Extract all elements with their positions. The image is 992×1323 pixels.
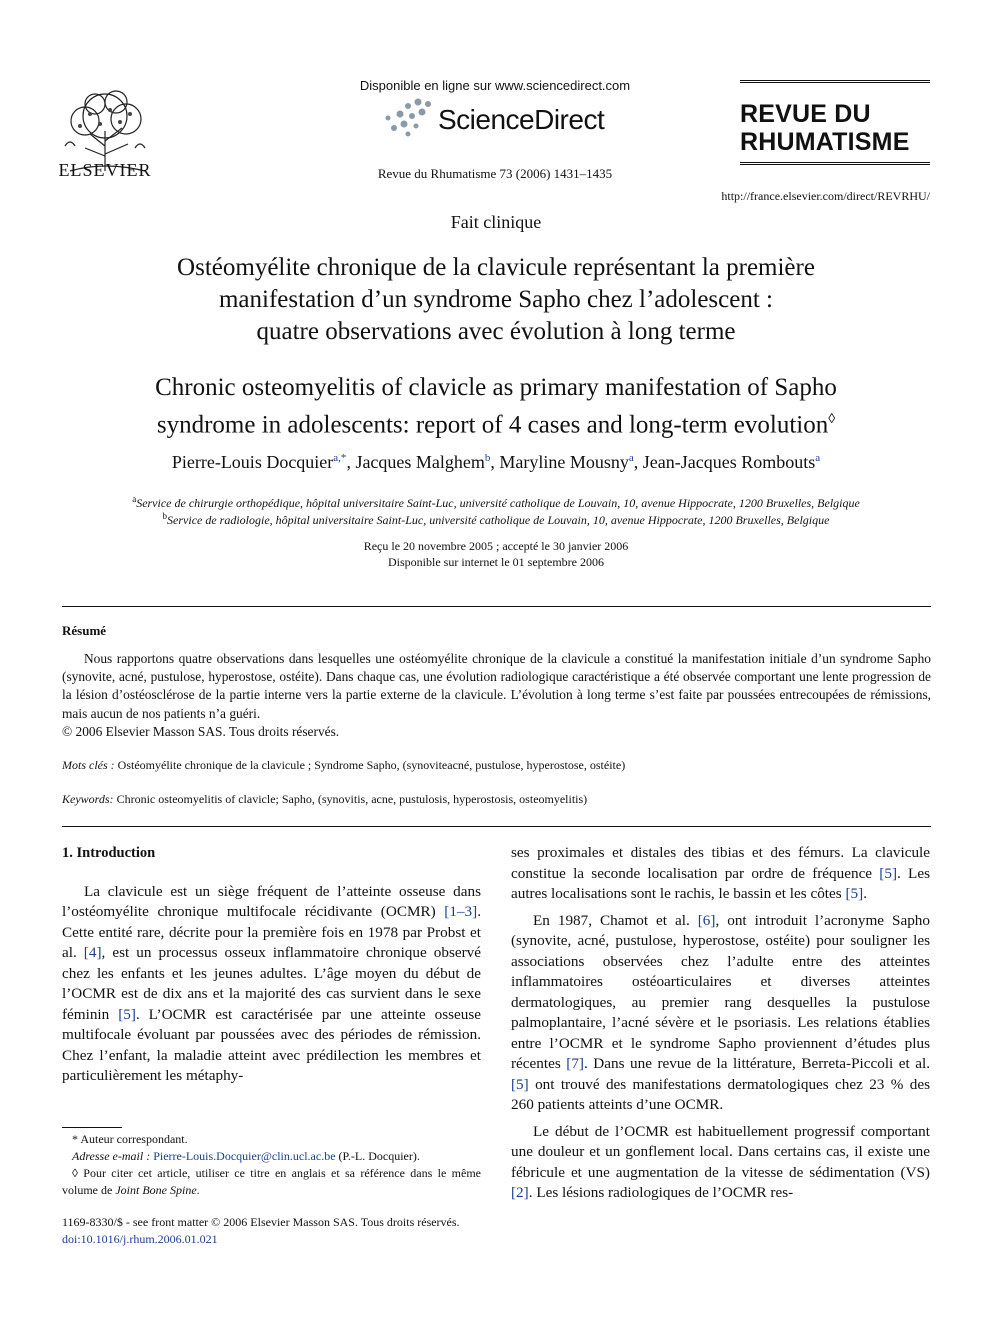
online-date: Disponible sur internet le 01 septembre 2006 [388,555,604,569]
abstract-copyright: © 2006 Elsevier Masson SAS. Tous droits réservés. [62,723,340,739]
cite-pre: ◊ Pour citer cet article, utiliser ce titre en anglais et sa référence dans le même volume de [62,1166,481,1197]
sciencedirect-dots-icon [378,96,438,140]
body-text: La clavicule est un siège fréquent de l’atteinte osseuse dans l’ostéomyélite chronique multifocale récidivante (OCMR) [62,882,481,920]
body-paragraph [511,911,930,1116]
body-text: ses proximales et distales des tibias et des fémurs. La clavicule constitue la seconde localisation par ordre de fréquence [511,844,930,882]
author-sep: , [346,452,356,472]
title-fr-line: quatre observations avec évolution à long terme [256,318,736,345]
body-text: Le début de l’OCMR est habituellement progressif comportant une douleur et un gonflement local. Dans certains cas, il existe une fébricule et une augmentation de la vitesse de sédimentation (VS) [511,1122,930,1181]
author-name: Jean-Jacques Rombouts [642,452,816,472]
journal-citation: Revue du Rhumatisme 73 (2006) 1431–1435 [377,166,613,181]
citation-link[interactable]: [5] [511,1075,529,1093]
body-text: . Les lésions radiologiques de l’OCMR res- [528,1184,794,1201]
body-text: ont trouvé des manifestations dermatologiques chez 23 % des 260 patients atteints d’une OCMR. [511,1075,930,1113]
body-column-right [511,843,930,1204]
citation-link[interactable]: [5] [118,1005,136,1023]
journal-title-rule-bottom [740,162,930,168]
citation-link[interactable]: [5] [845,885,864,902]
citation-link[interactable]: [1–3] [444,903,478,920]
title-french [80,252,912,348]
body-text: . Cette entité rare, décrite pour la première fois en 1978 par Probst et al. [62,903,481,961]
journal-title-line2: RHUMATISME [740,128,910,156]
citation-link[interactable]: [4] [83,944,102,961]
received-date: Reçu le 20 novembre 2005 ; accepté le 30 janvier 2006 [363,539,629,553]
issn-line: 1169-8330/$ - see front matter © 2006 Elsevier Masson SAS. Tous droits réservés. [62,1215,460,1229]
affiliation-text: Service de chirurgie orthopédique, hôpital universitaire Saint-Luc, université catholique de Louvain, 10, avenue Hippocrate, 1200 Bruxelles, Belgique [136,496,860,510]
affiliation-mark: a [132,494,137,504]
body-text: . Dans une revue de la littérature, Berreta-Piccoli et al. [583,1055,930,1072]
affiliation-b [60,511,932,528]
footnote-corresponding: * Auteur correspondant. [72,1132,188,1146]
citation-link[interactable]: [6] [697,911,716,929]
body-text: , ont introduit l’acronyme Sapho (synovite, acné, pustulose, hyperostose, ostéite) pour souligner les associations observées chez l’adulte entre des atteintes inflammatoires ostéoarticulaires et diverses atteintes dermatologiques, au premier rang desquelles la pustulose palmoplantaire, l’acné sévère et le psoriasis. Les relations établies entre l’OCMR et le syndrome Sapho proviennent d’études plus récentes [511,911,930,1072]
abstract-text: Nous rapportons quatre observations dans lesquelles une ostéomyélite chronique de la clavicule a constitué la manifestation initiale d’un syndrome Sapho (synovite, acné, pustulose, hyperostose, ostéite). Dans chaque cas, une évolution radiologique caractéristique a été observée comportant une lente progression de la lésion d’ostéosclérose de la partie interne vers la partie externe de la clavicule. L’évolution à long terme s’est faite par poussées entrecoupées de rémissions, mais aucun de nos patients n’a guéri. [62,651,931,721]
keywords-fr-label: Mots clés : [62,758,115,772]
citation-link[interactable]: [5] [879,864,898,882]
citation-link[interactable]: [2] [511,1184,529,1201]
title-english [80,372,912,441]
author-affil-mark[interactable]: a,* [333,452,347,464]
email-link[interactable]: Pierre-Louis.Docquier@clin.ucl.ac.be [153,1149,336,1163]
affiliation-mark: b [162,511,168,521]
section-type: Fait clinique [450,212,542,232]
title-footnote-mark[interactable]: ◊ [828,412,836,427]
body-text: En 1987, Chamot et al. [533,911,698,929]
doi-link[interactable]: doi:10.1016/j.rhum.2006.01.021 [62,1232,218,1246]
publisher-logo-text: ELSEVIER [58,160,152,180]
author-affil-mark[interactable]: a [628,452,634,464]
abstract-rule-bottom [62,826,931,827]
title-fr-line: Ostéomyélite chronique de la clavicule représentant la première [177,254,815,281]
available-online-text[interactable]: Disponible en ligne sur www.sciencedirect.com [359,78,631,93]
journal-title-line1: REVUE DU [740,100,871,128]
footnote-email [62,1148,481,1165]
author-affil-mark[interactable]: b [484,452,491,464]
footnotes [62,1131,481,1199]
title-en-line [80,404,912,441]
body-paragraph [511,843,930,905]
footnote-citation [62,1165,481,1199]
citation-link[interactable]: [7] [566,1055,584,1072]
keywords-en-label: Keywords: [62,792,114,806]
email-label: Adresse e-mail : [72,1149,151,1163]
author-name: Pierre-Louis Docquier [171,452,334,472]
body-text: . Les autres localisations sont le rachis, le bassin et les côtes [511,864,930,902]
journal-title [740,100,940,156]
keywords-en-text: Chronic osteomyelitis of clavicle; Sapho, (synovitis, acne, pustulosis, hyperostosis, osteomyelitis) [116,792,588,806]
author-name: Maryline Mousny [499,452,629,472]
footnote-rule [62,1127,122,1128]
abstract-body [62,650,931,741]
abstract-heading: Résumé [62,623,107,638]
body-text: , est un processus osseux inflammatoire chronique observé chez les enfants et les jeunes adultes. L’âge moyen du début de l’OCMR est de dix ans et la majorité des cas survient dans le sexe féminin [62,944,481,1023]
journal-url-link[interactable]: http://france.elsevier.com/direct/REVRHU/ [721,189,930,203]
affiliation-text: Service de radiologie, hôpital universitaire Saint-Luc, université catholique de Louvain, 10, avenue Hippocrate, 1200 Bruxelles, Belgique [167,513,830,527]
body-text: . [863,885,867,902]
sciencedirect-logo[interactable] [378,96,628,146]
keywords-en [62,792,931,807]
front-matter [62,1214,562,1248]
body-paragraph [511,1122,930,1204]
cite-journal: Joint Bone Spine [115,1183,197,1197]
title-en-text: syndrome in adolescents: report of 4 cases and long-term evolution [156,411,829,439]
cite-post: . [196,1183,200,1197]
body-text: . L’OCMR est caractérisée par une atteinte osseuse multifocale évoluant par poussées avec des périodes de rémission. Chez l’enfant, la maladie atteint avec prédilection les membres et particulièrement les métaphy- [62,1005,481,1084]
author-sep: , [633,452,643,472]
author-sep: , [490,452,500,472]
author-list [60,452,932,473]
sciencedirect-logo-text: ScienceDirect [438,104,605,135]
abstract-rule-top [62,606,931,607]
title-fr-line: manifestation d’un syndrome Sapho chez l’adolescent : [218,286,773,313]
section-heading-introduction: 1. Introduction [62,845,156,861]
keywords-fr-text: Ostéomyélite chronique de la clavicule ; Syndrome Sapho, (synoviteacné, pustulose, hyperostose, ostéite) [117,758,626,772]
affiliation-a [60,494,932,511]
author-affil-mark[interactable]: a [815,452,821,464]
body-paragraph [62,882,481,1087]
author-name: Jacques Malghem [355,452,485,472]
journal-title-rule-top [740,80,930,86]
email-suffix: (P.-L. Docquier). [338,1149,420,1163]
title-en-line: Chronic osteomyelitis of clavicle as primary manifestation of Sapho [155,374,837,401]
keywords-fr [62,758,931,773]
body-column-left [62,843,481,1087]
